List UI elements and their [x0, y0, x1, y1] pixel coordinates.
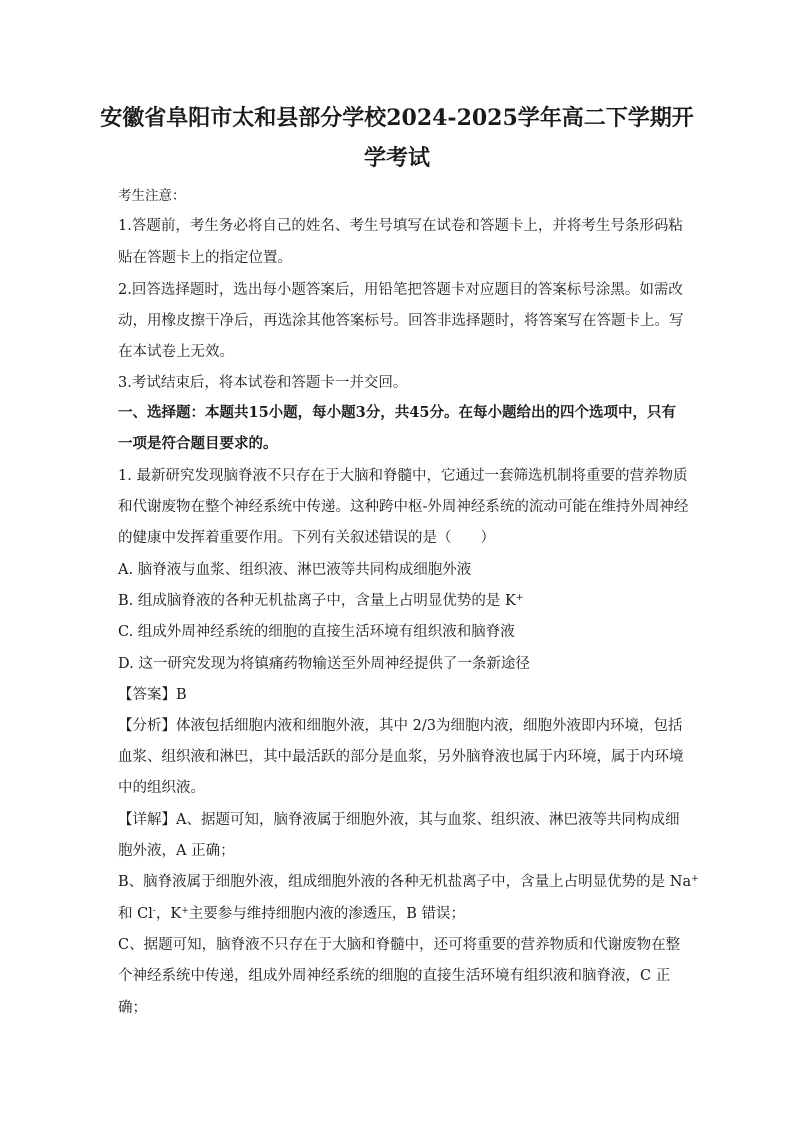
option-b-superscript: + — [515, 593, 524, 603]
notice-item-2-line-1: 2.回答选择题时，选出每小题答案后，用铅笔把答题卡对应题目的答案标号涂黑。如需改 — [118, 282, 683, 298]
detail-b-line-2 — [118, 904, 465, 924]
option-b — [118, 591, 523, 611]
question-stem-line-1: 1. 最新研究发现脑脊液不只存在于大脑和脊髓中，它通过一套筛选机制将重要的营养物质 — [118, 468, 688, 484]
notice-heading: 考生注意： — [118, 188, 186, 204]
option-a: A. 脑脊液与血浆、组织液、淋巴液等共同构成细胞外液 — [118, 562, 472, 578]
notice-item-1-line-2: 贴在答题卡上的指定位置。 — [118, 250, 292, 266]
detail-b-line-2-mid: ，K — [155, 906, 182, 922]
exam-title-line-1: 安徽省阜阳市太和县部分学校2024-2025学年高二下学期开 — [100, 105, 694, 131]
analysis-line-1: 【分析】体液包括细胞内液和细胞外液，其中 2/3为细胞内液，细胞外液即内环境，包括 — [118, 718, 683, 734]
question-stem-line-3: 的健康中发挥着重要作用。下列有关叙述错误的是（ ） — [118, 530, 495, 546]
detail-b-line-2-pre: 和 Cl — [118, 906, 153, 922]
option-c: C. 组成外周神经系统的细胞的直接生活环境有组织液和脑脊液 — [118, 624, 515, 640]
detail-b-line-1 — [118, 872, 699, 892]
option-d: D. 这一研究发现为将镇痛药物输送至外周神经提供了一条新途径 — [118, 656, 530, 672]
section-heading-line-1: 一、选择题：本题共15小题，每小题3分，共45分。在每小题给出的四个选项中，只有 — [118, 404, 676, 421]
detail-a-line-1: 【详解】A、据题可知，脑脊液属于细胞外液，其与血浆、组织液、淋巴液等共同构成细 — [118, 812, 680, 828]
detail-b-line-2-post: 主要参与维持细胞内液的渗透压，B 错误； — [188, 906, 466, 922]
detail-a-line-2: 胞外液，A 正确； — [118, 843, 235, 859]
notice-item-3: 3.考试结束后，将本试卷和答题卡一并交回。 — [118, 375, 408, 391]
detail-b-superscript-na: + — [691, 874, 699, 884]
detail-c-line-2: 个神经系统中传递，组成外周神经系统的细胞的直接生活环境有组织液和脑脊液，C 正 — [118, 968, 671, 984]
notice-item-2-line-2: 动，用橡皮擦干净后，再选涂其他答案标号。回答非选择题时，将答案写在答题卡上。写 — [118, 313, 684, 329]
answer-line: 【答案】B — [118, 687, 187, 703]
detail-c-line-1: C、据题可知，脑脊液不只存在于大脑和脊髓中，还可将重要的营养物质和代谢废物在整 — [118, 937, 681, 953]
analysis-line-3: 中的组织液。 — [118, 780, 205, 796]
analysis-line-2: 血浆、组织液和淋巴，其中最活跃的部分是血浆，另外脑脊液也属于内环境，属于内环境 — [118, 749, 684, 765]
question-stem-line-2: 和代谢废物在整个神经系统中传递。这种跨中枢-外周神经系统的流动可能在维持外周神经 — [118, 499, 689, 515]
detail-c-line-3: 确； — [118, 1000, 147, 1016]
detail-b-superscript-cl: - — [152, 906, 156, 916]
option-b-text: B. 组成脑脊液的各种无机盐离子中，含量上占明显优势的是 K — [118, 593, 516, 609]
notice-item-2-line-3: 在本试卷上无效。 — [118, 344, 234, 360]
detail-b-superscript-k: + — [181, 906, 189, 916]
detail-b-line-1-text: B、脑脊液属于细胞外液，组成细胞外液的各种无机盐离子中，含量上占明显优势的是 Na — [118, 874, 692, 890]
section-heading-line-2: 一项是符合题目要求的。 — [118, 435, 278, 452]
exam-title-line-2: 学考试 — [363, 145, 430, 171]
notice-item-1-line-1: 1.答题前，考生务必将自己的姓名、考生号填写在试卷和答题卡上，并将考生号条形码粘 — [118, 218, 683, 234]
